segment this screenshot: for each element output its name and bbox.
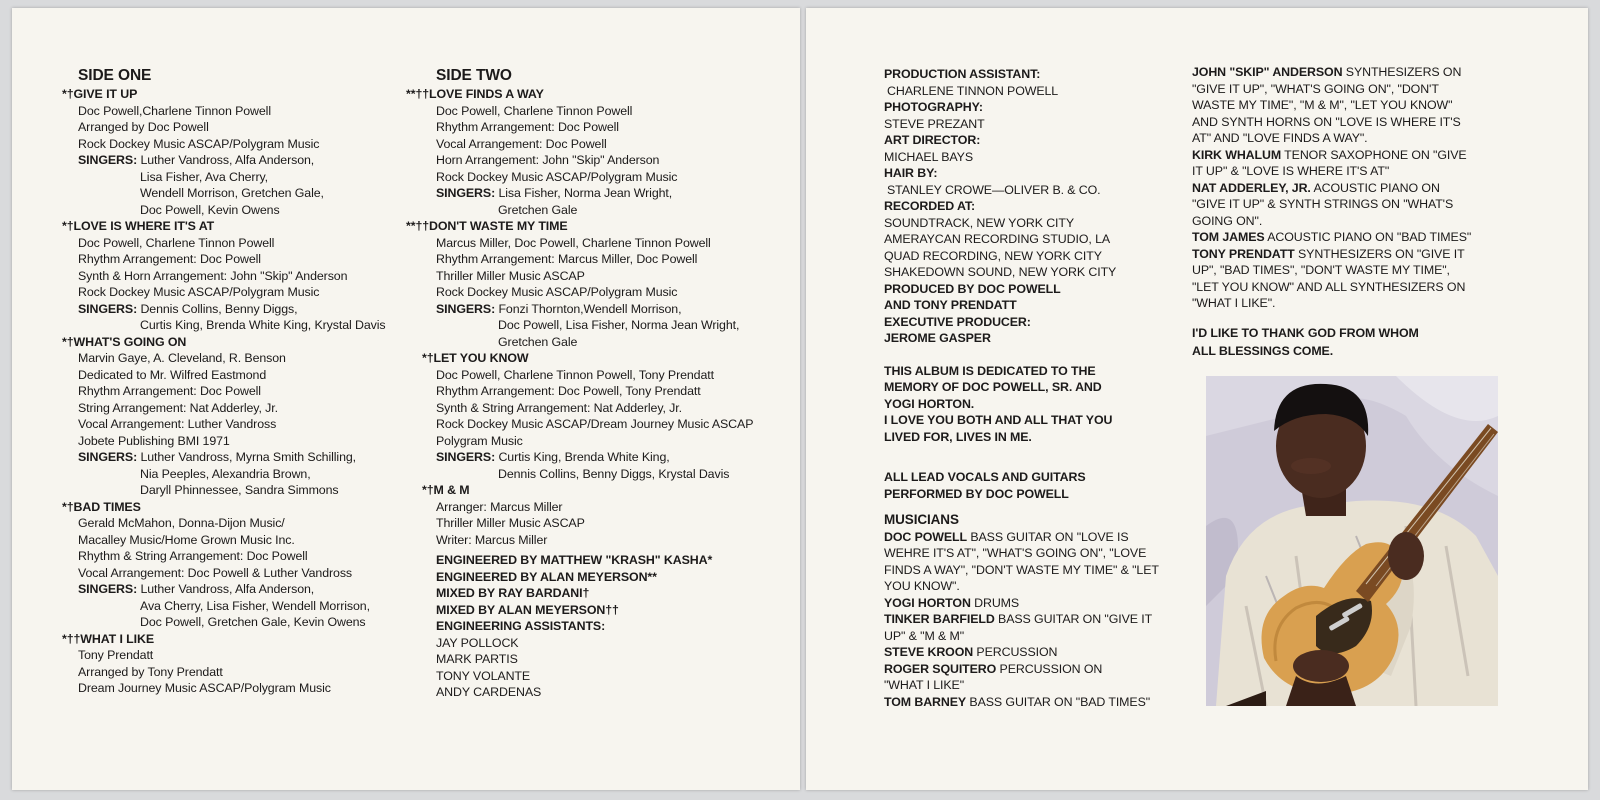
musician-role: UP", "BAD TIMES", "DON'T WASTE MY TIME", — [1192, 263, 1450, 277]
thanks-line: ALL BLESSINGS COME. — [1192, 343, 1334, 358]
musician-name: JOHN "SKIP" ANDERSON — [1192, 65, 1343, 79]
musician-role: "LET YOU KNOW" AND ALL SYNTHESIZERS ON — [1192, 279, 1466, 294]
musician-role: PERCUSSION ON — [996, 661, 1103, 676]
track-credit: Vocal Arrangement: Doc Powell — [436, 136, 607, 151]
musician-role: "GIVE IT UP" & SYNTH STRINGS ON "WHAT'S — [1192, 197, 1454, 211]
singer-names: Curtis King, Brenda White King, — [498, 450, 670, 464]
track-credit: Dedicated to Mr. Wilfred Eastmond — [78, 367, 267, 382]
musician-line — [884, 545, 1159, 562]
musician-role: AT" AND "LOVE FINDS A WAY". — [1192, 131, 1368, 145]
musician-line — [1192, 147, 1471, 164]
track-credit: Doc Powell,Charlene Tinnon Powell — [78, 103, 271, 118]
musician-role: "WHAT I LIKE" — [884, 678, 965, 692]
musician-name: TOM BARNEY — [884, 694, 967, 709]
track-credit: Tony Prendatt — [78, 648, 154, 662]
singer-names: Nia Peeples, Alexandria Brown, — [140, 466, 311, 481]
track-credit: Arranged by Doc Powell — [78, 120, 209, 134]
track-credit: Arranged by Tony Prendatt — [78, 664, 223, 679]
track-credit: Jobete Publishing BMI 1971 — [78, 433, 230, 448]
musician-line — [884, 595, 1159, 612]
track-credit: Polygram Music — [436, 433, 523, 448]
musician-role: "GIVE IT UP", "WHAT'S GOING ON", "DON'T — [1192, 81, 1439, 96]
producer-credit: PRODUCED BY DOC POWELL — [884, 281, 1061, 296]
musician-line — [1192, 262, 1471, 279]
engineering-credit: ENGINEERED BY ALAN MEYERSON** — [436, 569, 657, 584]
musician-name: TOM JAMES — [1192, 230, 1265, 244]
musician-name: DOC POWELL — [884, 529, 967, 544]
dedication-line: I LOVE YOU BOTH AND ALL THAT YOU — [884, 413, 1113, 427]
photographer: STEVE PREZANT — [884, 116, 985, 131]
musician-role: GOING ON". — [1192, 213, 1263, 228]
singer-names: Luther Vandross, Alfa Anderson, — [140, 153, 315, 167]
musician-role: BASS GUITAR ON "LOVE IS — [966, 529, 1129, 544]
singer-names: Luther Vandross, Alfa Anderson, — [140, 582, 315, 596]
track-credit: Synth & Horn Arrangement: John "Skip" Anderson — [78, 268, 348, 283]
track-credit: Rock Dockey Music ASCAP/Polygram Music — [436, 285, 678, 299]
musician-line — [884, 694, 1159, 711]
musician-role: IT UP" & "LOVE IS WHERE IT'S AT" — [1192, 164, 1390, 178]
singer-names: Doc Powell, Gretchen Gale, Kevin Owens — [140, 615, 366, 629]
track-credit: Marvin Gaye, A. Cleveland, R. Benson — [78, 351, 286, 365]
dedication-line: YOGI HORTON. — [884, 396, 975, 411]
track-title: *†LET YOU KNOW — [422, 351, 529, 365]
track-title: *†GIVE IT UP — [62, 87, 138, 101]
production-credits-column — [884, 66, 1159, 710]
musician-role: YOU KNOW". — [884, 579, 960, 593]
musician-name: TINKER BARFIELD — [884, 612, 995, 626]
engineering-assistant: TONY VOLANTE — [436, 668, 531, 683]
singers-label: SINGERS: — [78, 450, 138, 464]
track-credit: Rhythm Arrangement: Marcus Miller, Doc Powell — [436, 252, 698, 266]
musician-role: WASTE MY TIME", "M & M", "LET YOU KNOW" — [1192, 98, 1453, 112]
singer-names: Lisa Fisher, Ava Cherry, — [140, 169, 268, 184]
track-credit: Macalley Music/Home Grown Music Inc. — [78, 532, 295, 547]
dedication-line: LIVED FOR, LIVES IN ME. — [884, 429, 1032, 444]
singer-names: Wendell Morrison, Gretchen Gale, — [140, 186, 324, 200]
singers-row — [62, 152, 385, 169]
singers-row — [62, 581, 385, 598]
right-page — [806, 8, 1588, 790]
track-credit: Rock Dockey Music ASCAP/Dream Journey Music ASCAP — [436, 417, 754, 431]
artist-photo — [1206, 376, 1498, 706]
musician-line — [884, 661, 1159, 678]
musician-line — [884, 611, 1159, 628]
musician-name: ROGER SQUITERO — [884, 661, 997, 676]
singers-row — [62, 449, 385, 466]
musician-line — [884, 677, 1159, 694]
musician-line — [884, 562, 1159, 579]
track-credit: Vocal Arrangement: Doc Powell & Luther Vandross — [78, 565, 353, 580]
singers-label: SINGERS: — [78, 301, 138, 316]
musician-role: SYNTHESIZERS ON "GIVE IT — [1294, 246, 1465, 261]
musician-role: ACOUSTIC PIANO ON — [1310, 180, 1440, 195]
executive-producer: JEROME GASPER — [884, 331, 991, 345]
track-credit: Doc Powell, Charlene Tinnon Powell, Tony Prendatt — [436, 367, 714, 382]
left-page — [12, 8, 800, 790]
musician-role: TENOR SAXOPHONE ON "GIVE — [1281, 147, 1467, 162]
track-credit: Thriller Miller Music ASCAP — [436, 268, 585, 283]
recording-studio: SOUNDTRACK, NEW YORK CITY — [884, 215, 1075, 230]
engineering-credit: ENGINEERING ASSISTANTS: — [436, 619, 606, 633]
musician-name: KIRK WHALUM — [1192, 147, 1282, 162]
musician-name: TONY PRENDATT — [1192, 246, 1295, 261]
singer-names: Curtis King, Brenda White King, Krystal Davis — [140, 318, 386, 332]
track-credit: Writer: Marcus Miller — [436, 532, 548, 547]
track-credit: String Arrangement: Nat Adderley, Jr. — [78, 400, 278, 415]
musician-role: BASS GUITAR ON "GIVE IT — [994, 612, 1153, 626]
thanks-line: I'D LIKE TO THANK GOD FROM WHOM — [1192, 325, 1419, 340]
engineering-assistant: JAY POLLOCK — [436, 635, 519, 650]
side-title: SIDE ONE — [78, 67, 152, 84]
musician-role: AND SYNTH HORNS ON "LOVE IS WHERE IT'S — [1192, 114, 1461, 129]
musician-role: UP" & "M & M" — [884, 628, 965, 643]
singers-label: SINGERS: — [78, 153, 138, 167]
musician-line — [1192, 130, 1471, 147]
singer-names: Doc Powell, Kevin Owens — [140, 202, 280, 217]
track-credit: Thriller Miller Music ASCAP — [436, 516, 585, 530]
singer-names: Daryll Phinnessee, Sandra Simmons — [140, 483, 339, 497]
musician-line — [1192, 295, 1471, 312]
track-credit: Rhythm Arrangement: Doc Powell — [78, 252, 261, 266]
track-credit: Rock Dockey Music ASCAP/Polygram Music — [78, 136, 320, 151]
singers-label: SINGERS: — [436, 450, 496, 464]
musician-line — [1192, 97, 1471, 114]
production-assistant: CHARLENE TINNON POWELL — [887, 83, 1059, 98]
spacer — [884, 445, 1159, 469]
musician-line — [1192, 229, 1471, 246]
musician-role: SYNTHESIZERS ON — [1342, 65, 1462, 79]
lead-vocals-credit: ALL LEAD VOCALS AND GUITARS — [884, 470, 1086, 484]
singers-label: SINGERS: — [78, 582, 138, 596]
guitarist-illustration — [1206, 376, 1498, 706]
executive-producer-label: EXECUTIVE PRODUCER: — [884, 314, 1031, 329]
singer-names: Doc Powell, Lisa Fisher, Norma Jean Wright, — [498, 318, 740, 332]
musician-line — [884, 529, 1159, 546]
singer-names: Lisa Fisher, Norma Jean Wright, — [498, 186, 673, 200]
musician-line — [1192, 81, 1471, 98]
art-director-label: ART DIRECTOR: — [884, 133, 981, 147]
musicians-column — [1192, 64, 1471, 360]
track-credit: Rock Dockey Music ASCAP/Polygram Music — [78, 285, 320, 299]
singer-names: Dennis Collins, Benny Diggs, — [140, 301, 298, 316]
hair-label: HAIR BY: — [884, 166, 938, 180]
singers-label: SINGERS: — [436, 301, 496, 316]
track-title: *††WHAT I LIKE — [62, 631, 154, 646]
track-title: *†BAD TIMES — [62, 499, 141, 514]
side-title: SIDE TWO — [436, 67, 512, 84]
musician-role: BASS GUITAR ON "BAD TIMES" — [966, 694, 1151, 709]
dedication-line: THIS ALBUM IS DEDICATED TO THE — [884, 363, 1096, 378]
track-title: *†M & M — [422, 483, 470, 497]
singer-names: Fonzi Thornton,Wendell Morrison, — [498, 301, 682, 316]
singers-row — [406, 301, 753, 318]
production-assistant-label: PRODUCTION ASSISTANT: — [884, 67, 1041, 81]
singers-label: SINGERS: — [436, 186, 496, 200]
singers-row — [62, 301, 385, 318]
track-credit: Rhythm Arrangement: Doc Powell — [436, 120, 619, 134]
lead-vocals-credit: PERFORMED BY DOC POWELL — [884, 486, 1069, 501]
musician-line — [884, 628, 1159, 645]
singers-row — [406, 449, 753, 466]
musician-line — [1192, 213, 1471, 230]
musicians-heading: MUSICIANS — [884, 512, 959, 527]
track-credit: Gerald McMahon, Donna-Dijon Music/ — [78, 516, 285, 530]
singer-names: Gretchen Gale — [498, 334, 578, 349]
track-credit: Doc Powell, Charlene Tinnon Powell — [436, 103, 633, 118]
engineering-assistant: ANDY CARDENAS — [436, 685, 542, 699]
track-title: **††DON'T WASTE MY TIME — [406, 219, 568, 233]
track-credit: Synth & String Arrangement: Nat Adderley, Jr. — [436, 400, 682, 415]
track-credit: Rhythm Arrangement: Doc Powell, Tony Prendatt — [436, 384, 701, 398]
engineering-credit: MIXED BY RAY BARDANI† — [436, 586, 590, 600]
recorded-at-label: RECORDED AT: — [884, 199, 976, 213]
musician-name: STEVE KROON — [884, 645, 974, 659]
track-title: **††LOVE FINDS A WAY — [406, 87, 544, 101]
track-credit: Rhythm Arrangement: Doc Powell — [78, 384, 261, 398]
singer-names: Dennis Collins, Benny Diggs, Krystal Davis — [498, 466, 730, 481]
singer-names: Luther Vandross, Myrna Smith Schilling, — [140, 450, 357, 464]
musician-name: YOGI HORTON — [884, 595, 971, 610]
track-credit: Doc Powell, Charlene Tinnon Powell — [78, 235, 275, 250]
singers-row — [406, 185, 753, 202]
musician-line — [1192, 114, 1471, 131]
spacer — [1192, 312, 1471, 324]
engineering-credit: MIXED BY ALAN MEYERSON†† — [436, 602, 619, 617]
track-credit: Rhythm & String Arrangement: Doc Powell — [78, 549, 308, 563]
track-title: *†LOVE IS WHERE IT'S AT — [62, 219, 215, 233]
musician-line — [1192, 180, 1471, 197]
recording-studio: SHAKEDOWN SOUND, NEW YORK CITY — [884, 265, 1117, 279]
musician-line — [1192, 196, 1471, 213]
recording-studio: QUAD RECORDING, NEW YORK CITY — [884, 248, 1102, 263]
musician-line — [884, 578, 1159, 595]
engineering-assistant: MARK PARTIS — [436, 652, 518, 666]
dedication-line: MEMORY OF DOC POWELL, SR. AND — [884, 380, 1102, 394]
spacer — [884, 502, 1159, 512]
photography-label: PHOTOGRAPHY: — [884, 100, 983, 114]
engineering-credit: ENGINEERED BY MATTHEW "KRASH" KASHA* — [436, 553, 713, 567]
recording-studio: AMERAYCAN RECORDING STUDIO, LA — [884, 232, 1111, 246]
track-credit: Arranger: Marcus Miller — [436, 499, 563, 514]
singer-names: Gretchen Gale — [498, 202, 578, 217]
side-two-column — [406, 66, 753, 701]
track-title: *†WHAT'S GOING ON — [62, 334, 187, 349]
track-credit: Rock Dockey Music ASCAP/Polygram Music — [436, 169, 678, 184]
musician-line — [1192, 246, 1471, 263]
musician-role: ACOUSTIC PIANO ON "BAD TIMES" — [1264, 230, 1472, 244]
track-credit: Marcus Miller, Doc Powell, Charlene Tinnon Powell — [436, 235, 711, 250]
producer-credit: AND TONY PRENDATT — [884, 298, 1017, 312]
track-credit: Vocal Arrangement: Luther Vandross — [78, 417, 277, 431]
hair-stylist: STANLEY CROWE—OLIVER B. & CO. — [887, 182, 1101, 197]
art-director: MICHAEL BAYS — [884, 149, 974, 164]
musician-line — [1192, 279, 1471, 296]
spacer — [884, 347, 1159, 363]
musician-line — [1192, 64, 1471, 81]
musician-role: WEHRE IT'S AT", "WHAT'S GOING ON", "LOVE — [884, 546, 1147, 560]
musician-role: DRUMS — [970, 595, 1020, 610]
track-credit: Dream Journey Music ASCAP/Polygram Music — [78, 681, 331, 695]
track-credit: Horn Arrangement: John "Skip" Anderson — [436, 153, 660, 167]
singer-names: Ava Cherry, Lisa Fisher, Wendell Morrison, — [140, 598, 370, 613]
musician-role: PERCUSSION — [973, 645, 1058, 659]
musician-line — [1192, 163, 1471, 180]
musician-name: NAT ADDERLEY, JR. — [1192, 180, 1311, 195]
musician-role: "WHAT I LIKE". — [1192, 296, 1276, 310]
side-one-column — [62, 66, 385, 697]
musician-role: FINDS A WAY", "DON'T WASTE MY TIME" & "LET — [884, 562, 1159, 577]
musician-line — [884, 644, 1159, 661]
